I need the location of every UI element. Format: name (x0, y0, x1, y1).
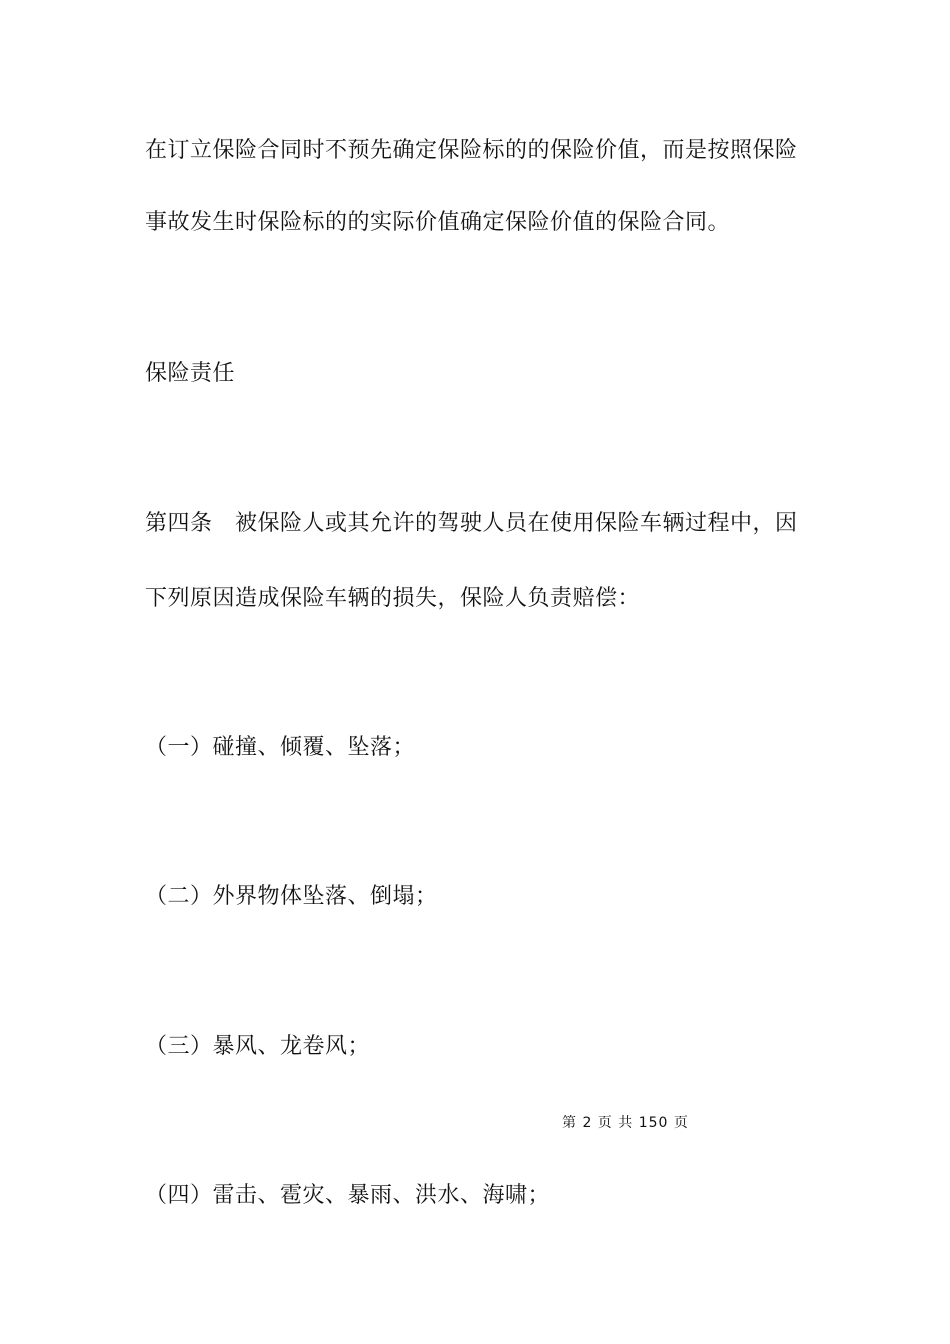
body-text-line: 事故发生时保险标的的实际价值确定保险价值的保险合同。 (145, 210, 731, 235)
list-item: （四）雷击、雹灾、暴雨、洪水、海啸； (145, 1183, 551, 1208)
section-heading: 保险责任 (145, 361, 236, 386)
list-item: （二）外界物体坠落、倒塌； (145, 884, 438, 909)
article-text-line: 第四条 被保险人或其允许的驾驶人员在使用保险车辆过程中，因 (145, 511, 798, 536)
body-text-line: 在订立保险合同时不预先确定保险标的的保险价值，而是按照保险 (145, 138, 798, 163)
list-item: （三）暴风、龙卷风； (145, 1034, 371, 1059)
list-item: （一）碰撞、倾覆、坠落； (145, 735, 416, 760)
page-number-footer: 第 2 页 共 150 页 (562, 1115, 689, 1131)
article-text-line: 下列原因造成保险车辆的损失，保险人负责赔偿： (145, 586, 641, 611)
